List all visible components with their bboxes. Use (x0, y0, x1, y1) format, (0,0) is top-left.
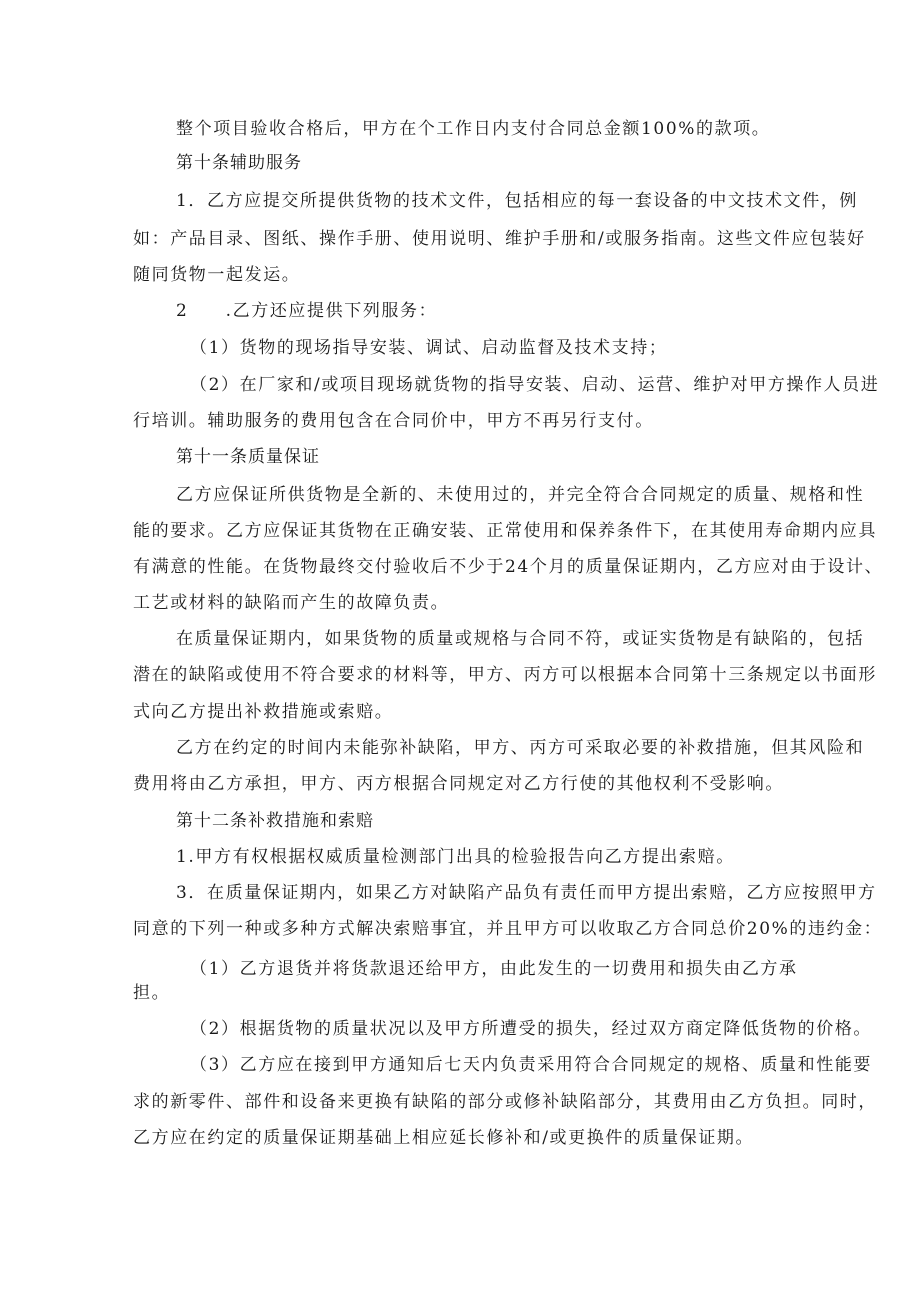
paragraph-quality-line-4: 工艺或材料的缺陷而产生的故障负责。 (133, 593, 450, 613)
paragraph-tech-docs-line-2: 如：产品目录、图纸、操作手册、使用说明、维护手册和/或服务指南。这些文件应包装好 (133, 229, 866, 249)
paragraph-claim-methods-line-1: 3．在质量保证期内，如果乙方对缺陷产品负有责任而甲方提出索赔，乙方应按照甲方 (176, 883, 877, 903)
heading-article-12: 第十二条补救措施和索赔 (176, 811, 374, 831)
list-item-service-2-line-2: 行培训。辅助服务的费用包含在合同价中，甲方不再另行支付。 (133, 411, 654, 431)
paragraph-remedy-line-1: 乙方在约定的时间内未能弥补缺陷，甲方、丙方可采取必要的补救措施，但其风险和 (176, 738, 865, 758)
paragraph-claim-rights: 1.甲方有权根据权威质量检测部门出具的检验报告向乙方提出索赔。 (176, 847, 735, 867)
paragraph-quality-line-3: 有满意的性能。在货物最终交付验收后不少于24个月的质量保证期内，乙方应对由于设计、 (133, 557, 884, 577)
paragraph-final-payment: 整个项目验收合格后，甲方在个工作日内支付合同总金额100%的款项。 (176, 119, 771, 139)
paragraph-remedy-line-2: 费用将由乙方承担，甲方、丙方根据合同规定对乙方行使的其他权利不受影响。 (133, 774, 784, 794)
paragraph-quality-line-1: 乙方应保证所供货物是全新的、未使用过的，并完全符合合同规定的质量、规格和性 (176, 485, 865, 505)
list-item-remedy-3-line-1: （3）乙方应在接到甲方通知后七天内负责采用符合合同规定的规格、质量和性能要 (190, 1055, 873, 1075)
list-item-service-1: （1）货物的现场指导安装、调试、启动监督及技术支持； (190, 338, 668, 358)
list-item-remedy-1-line-1: （1）乙方退货并将货款退还给甲方，由此发生的一切费用和损失由乙方承 (190, 959, 798, 979)
list-item-remedy-1-line-2: 担。 (133, 983, 171, 1003)
heading-article-11: 第十一条质量保证 (176, 447, 320, 467)
paragraph-claim-methods-line-2: 同意的下列一种或多种方式解决索赔事宜，并且甲方可以收取乙方合同总价20%的违约金： (133, 919, 883, 939)
paragraph-services-intro: 2 .乙方还应提供下列服务： (176, 301, 438, 321)
list-item-service-2-line-1: （2）在厂家和/或项目现场就货物的指导安装、启动、运营、维护对甲方操作人员进 (190, 375, 880, 395)
paragraph-warranty-line-3: 式向乙方提出补救措施或索赔。 (133, 702, 394, 722)
paragraph-warranty-line-1: 在质量保证期内，如果货物的质量或规格与合同不符，或证实货物是有缺陷的，包括 (176, 629, 865, 649)
paragraph-tech-docs-line-1: 1．乙方应提交所提供货物的技术文件，包括相应的每一套设备的中文技术文件，例 (176, 191, 859, 211)
list-item-remedy-3-line-3: 乙方应在约定的质量保证期基础上相应延长修补和/或更换件的质量保证期。 (133, 1128, 755, 1148)
paragraph-tech-docs-line-3: 随同货物一起发运。 (133, 265, 301, 285)
paragraph-quality-line-2: 能的要求。乙方应保证其货物在正确安装、正常使用和保养条件下，在其使用寿命期内应具 (133, 521, 877, 541)
paragraph-warranty-line-2: 潜在的缺陷或使用不符合要求的材料等，甲方、丙方可以根据本合同第十三条规定以书面形 (133, 665, 877, 685)
list-item-remedy-3-line-2: 求的新零件、部件和设备来更换有缺陷的部分或修补缺陷部分，其费用由乙方负担。同时， (133, 1092, 877, 1112)
list-item-remedy-2: （2）根据货物的质量状况以及甲方所遭受的损失，经过双方商定降低货物的价格。 (190, 1019, 873, 1039)
heading-article-10: 第十条辅助服务 (176, 153, 302, 173)
